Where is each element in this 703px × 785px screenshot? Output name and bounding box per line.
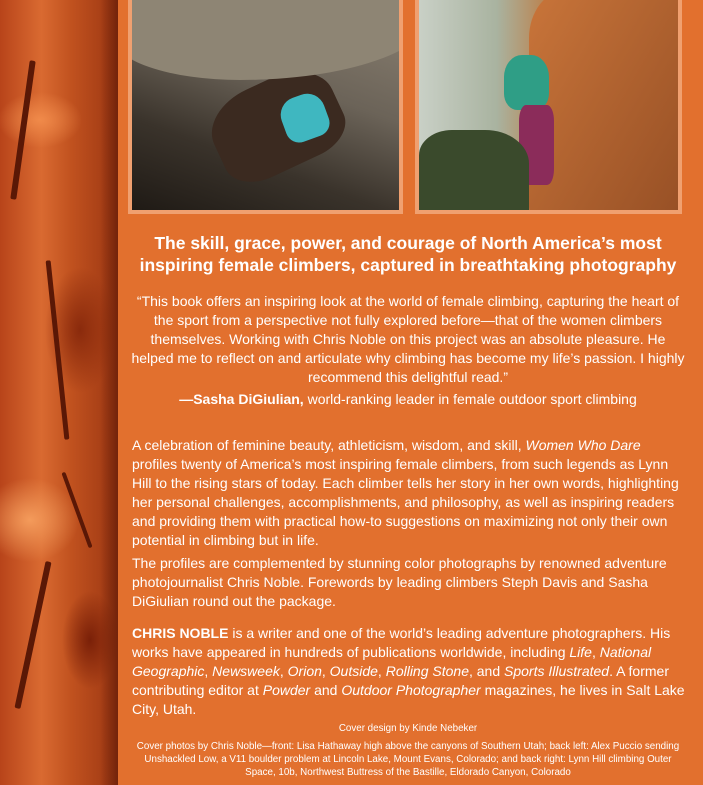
cover-credits <box>128 722 688 779</box>
publication: Outside <box>329 663 378 679</box>
publication: Newsweek <box>212 663 280 679</box>
book-title: Women Who Dare <box>525 437 641 453</box>
bio-text: , <box>591 644 600 660</box>
bio-text: , <box>204 663 213 679</box>
bio-text: , <box>321 663 330 679</box>
publication: Rolling Stone <box>385 663 469 679</box>
publication: National Geographic <box>132 644 652 679</box>
publication: Orion <box>287 663 322 679</box>
headline: The skill, grace, power, and courage of North America’s most inspiring female climbers, captured in breathtaking photography <box>139 233 677 275</box>
rock-crack <box>14 561 51 709</box>
sport-climbing-photo <box>415 0 682 214</box>
attribution-name: —Sasha DiGiulian, <box>179 391 304 407</box>
bio-text: is a writer and one of the world’s leading adventure photographers. His works have appeared in hundreds of publications worldwide, including <box>132 625 671 660</box>
author-bio <box>132 624 688 719</box>
rock-crack <box>46 260 70 440</box>
quote-attribution <box>128 390 688 409</box>
description-text: A celebration of feminine beauty, athleticism, wisdom, and skill, <box>132 437 526 453</box>
bio-text: , <box>279 663 288 679</box>
cover-design-credit: Cover design by Kinde Nebeker <box>338 723 478 734</box>
publication: Outdoor Photographer <box>341 682 481 698</box>
bio-text: magazines, he lives in Salt Lake City, Utah. <box>132 682 685 717</box>
description-text: profiles twenty of America’s most inspiring female climbers, from such legends as Lynn Hill to the rising stars of today. Each climber tells her story in her own words, highlighting her personal challenges, accomplishments, and philosophy, as well as inspiring readers and providing them with practical how-to suggestions on maximizing not only their own potential in climbing but in life. <box>132 456 679 548</box>
bio-text: , and <box>468 663 505 679</box>
publication: Powder <box>262 682 311 698</box>
cover-photo-credits: Cover photos by Chris Noble—front: Lisa Hathaway high above the canyons of Southern Utah; back left: Alex Puccio sending Unshackled Low, a V11 boulder problem at Lincoln Lake, Mount Evans, Colorado; and back right: Lynn Hill climbing Outer Space, 10b, Northwest Buttress of the Bastille, Eldorado Canyon, Colorado <box>136 741 680 778</box>
endorsement-quote: “This book offers an inspiring look at the world of female climbing, capturing the heart of the sport from a perspective not fully explored before—that of the women climbers themselves. Working with Chris Noble on this project was an absolute pleasure. He helped me to reflect on and articulate why climbing has become my life’s passion. I highly recommend this delightful read.” <box>131 293 685 385</box>
bio-text: . A former contributing editor at <box>132 663 669 698</box>
rock-background-image <box>0 0 118 785</box>
publication: Sports Illustrated <box>504 663 610 679</box>
bio-text: , <box>377 663 386 679</box>
attribution-role: world-ranking leader in female outdoor sport climbing <box>303 391 637 407</box>
description-paragraph <box>132 436 688 550</box>
author-name: CHRIS NOBLE <box>132 625 229 641</box>
rock-crack <box>10 60 35 199</box>
back-cover-text <box>128 232 688 778</box>
bouldering-photo <box>128 0 403 214</box>
photos-paragraph: The profiles are complemented by stunning color photographs by renowned adventure photojournalist Chris Noble. Forewords by leading climbers Steph Davis and Sasha DiGiulian round out the package. <box>132 555 667 609</box>
climber-jacket <box>504 55 549 110</box>
publication: Life <box>569 644 592 660</box>
rock-wall <box>529 0 682 214</box>
bio-text: and <box>310 682 342 698</box>
rock-overhang <box>128 0 403 80</box>
forest-background <box>419 130 529 214</box>
rock-crack <box>61 472 92 549</box>
